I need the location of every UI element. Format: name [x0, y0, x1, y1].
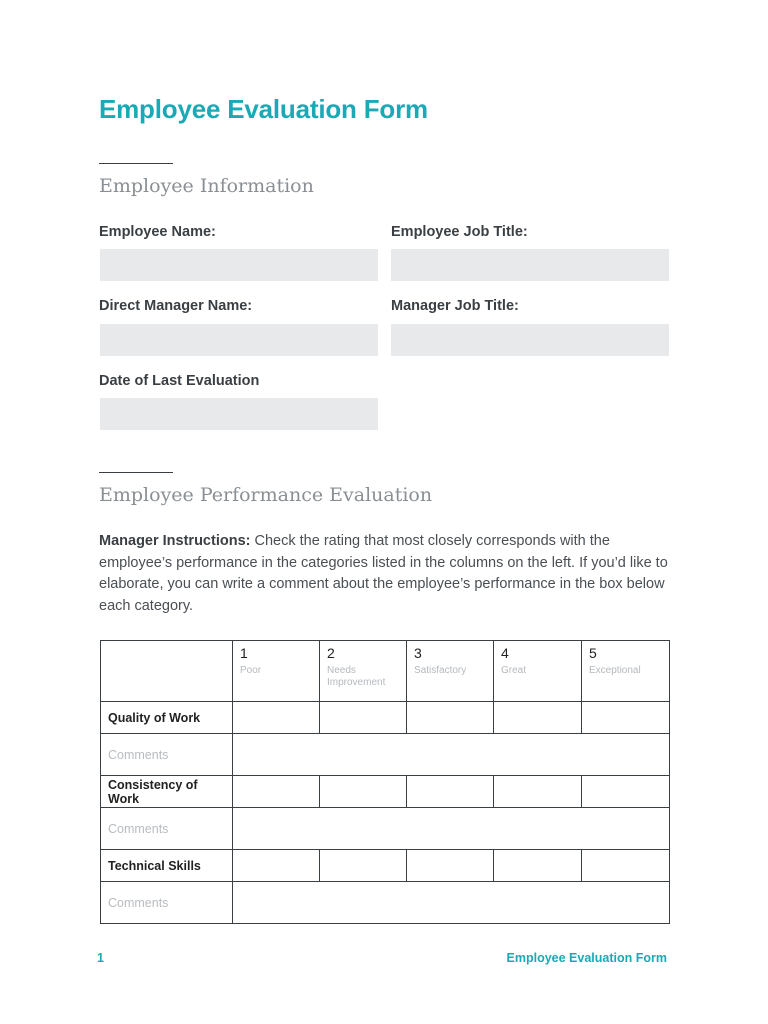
comment-row-technical	[101, 882, 670, 924]
rating-header-5	[582, 641, 670, 702]
rating-header-2	[320, 641, 407, 702]
category-row-technical	[101, 850, 670, 882]
last-evaluation-date-label: Date of Last Evaluation	[99, 373, 260, 389]
rating-cell-3[interactable]	[407, 850, 494, 882]
direct-manager-name-field[interactable]	[100, 324, 378, 356]
manager-instructions	[99, 531, 669, 617]
comments-field[interactable]	[233, 882, 670, 924]
employee-job-title-label: Employee Job Title:	[391, 224, 528, 240]
rating-cell-2[interactable]	[320, 702, 407, 734]
rating-label: Exceptional	[589, 665, 641, 676]
rating-table	[100, 640, 670, 924]
category-label: Technical Skills	[101, 850, 233, 882]
rating-header-row	[101, 641, 670, 702]
footer-title: Employee Evaluation Form	[506, 951, 667, 965]
category-label: Consistency of Work	[101, 776, 233, 808]
rating-number: 3	[414, 645, 422, 661]
employee-name-field[interactable]	[100, 249, 378, 281]
employee-job-title-field[interactable]	[391, 249, 669, 281]
section-divider	[99, 472, 173, 473]
rating-header-4	[494, 641, 582, 702]
header-blank-cell	[101, 641, 233, 702]
category-label: Quality of Work	[101, 702, 233, 734]
rating-cell-1[interactable]	[233, 702, 320, 734]
rating-cell-2[interactable]	[320, 850, 407, 882]
comments-field[interactable]	[233, 734, 670, 776]
rating-cell-5[interactable]	[582, 850, 670, 882]
page-number: 1	[97, 951, 104, 965]
rating-label: Satisfactory	[414, 665, 467, 676]
rating-label: Needs Improvement	[327, 665, 386, 688]
comments-label: Comments	[101, 734, 233, 776]
rating-number: 5	[589, 645, 597, 661]
rating-cell-1[interactable]	[233, 850, 320, 882]
comment-row-quality	[101, 734, 670, 776]
rating-label: Poor	[240, 665, 262, 676]
comment-row-consistency	[101, 808, 670, 850]
direct-manager-name-label: Direct Manager Name:	[99, 298, 253, 314]
employee-name-label: Employee Name:	[99, 224, 216, 240]
rating-cell-5[interactable]	[582, 776, 670, 808]
rating-number: 4	[501, 645, 509, 661]
rating-cell-5[interactable]	[582, 702, 670, 734]
rating-cell-3[interactable]	[407, 702, 494, 734]
performance-heading: Employee Performance Evaluation	[99, 484, 433, 506]
rating-cell-4[interactable]	[494, 776, 582, 808]
rating-header-3	[407, 641, 494, 702]
rating-label: Great	[501, 665, 527, 676]
rating-cell-3[interactable]	[407, 776, 494, 808]
comments-label: Comments	[101, 808, 233, 850]
comments-field[interactable]	[233, 808, 670, 850]
instructions-text: Check the rating that most closely corresponds with the employee’s performance in the categories listed in the columns on the left. If you’d like to elaborate, you can write a comment about the employee’s performance in the box below each category.	[99, 533, 668, 614]
manager-job-title-label: Manager Job Title:	[391, 298, 519, 314]
rating-header-1	[233, 641, 320, 702]
last-evaluation-date-field[interactable]	[100, 398, 378, 430]
rating-number: 1	[240, 645, 248, 661]
instructions-label: Manager Instructions:	[99, 533, 251, 549]
section-divider	[99, 163, 173, 164]
comments-label: Comments	[101, 882, 233, 924]
rating-number: 2	[327, 645, 335, 661]
document-title: Employee Evaluation Form	[99, 94, 428, 124]
category-row-consistency	[101, 776, 670, 808]
employee-info-heading: Employee Information	[99, 175, 314, 197]
rating-cell-4[interactable]	[494, 702, 582, 734]
rating-cell-1[interactable]	[233, 776, 320, 808]
category-row-quality	[101, 702, 670, 734]
rating-cell-4[interactable]	[494, 850, 582, 882]
manager-job-title-field[interactable]	[391, 324, 669, 356]
rating-cell-2[interactable]	[320, 776, 407, 808]
